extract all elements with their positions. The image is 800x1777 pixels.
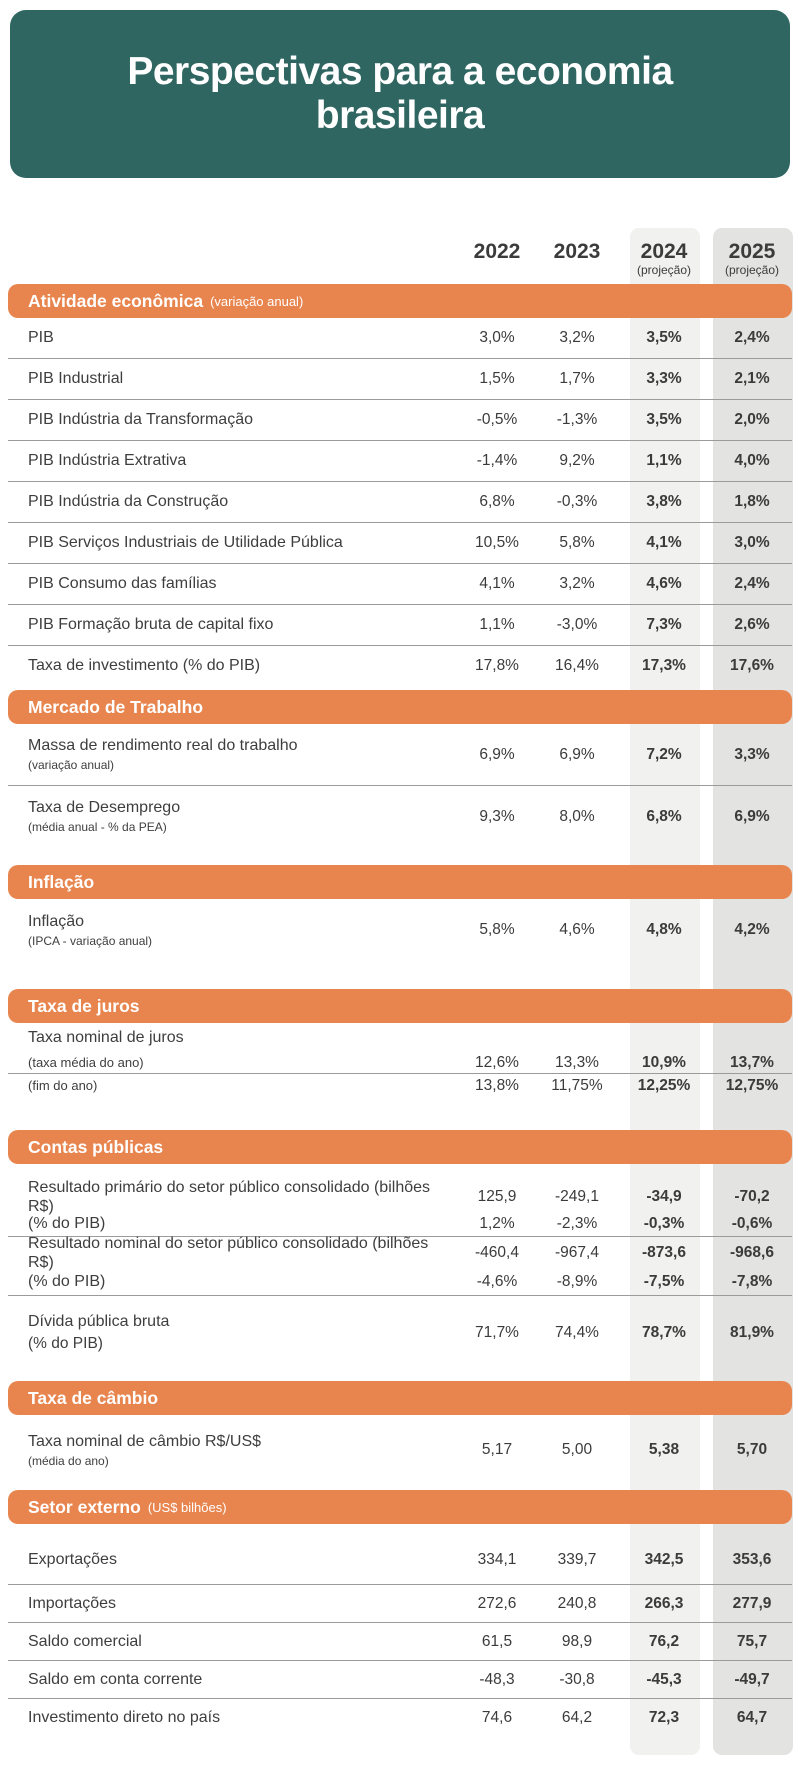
value-2023: 8,0% [559, 807, 595, 825]
value-2022: 1,2% [479, 1215, 515, 1232]
value-2022: 12,6% [475, 1054, 519, 1071]
value-2022: 13,8% [475, 1077, 519, 1094]
value-2024: 10,9% [642, 1054, 686, 1071]
table-row [8, 1074, 792, 1098]
value-2025: -49,7 [734, 1670, 770, 1688]
value-2024: 76,2 [648, 1632, 680, 1650]
row-label: PIB Consumo das famílias [28, 575, 217, 593]
section-title: Contas públicas [28, 1136, 164, 1157]
value-2022: 3,0% [479, 329, 515, 346]
value-2024: 72,3 [648, 1708, 680, 1726]
value-2024: 7,2% [646, 745, 682, 763]
row-label: Resultado nominal do setor público consolidado (bilhões R$) [28, 1234, 429, 1271]
value-2023: -30,8 [559, 1670, 595, 1688]
value-2022: 125,9 [477, 1188, 517, 1205]
value-2025: 64,7 [736, 1708, 768, 1726]
row-group-label: Taxa nominal de juros [28, 1029, 184, 1047]
value-2022: 17,8% [475, 657, 519, 674]
section-bar-contas-publicas [8, 1130, 792, 1164]
table-row [8, 318, 792, 358]
value-2023: 13,3% [555, 1054, 599, 1071]
row-label: Taxa nominal de câmbio R$/US$ (média do ano) [8, 1432, 457, 1469]
row-sublabel: (variação anual) [28, 758, 115, 773]
value-2022: 10,5% [475, 534, 519, 551]
value-2025: 4,0% [734, 452, 770, 469]
value-2023: 11,75% [551, 1077, 603, 1094]
table-row [8, 359, 792, 399]
value-2022: 9,3% [479, 807, 515, 825]
value-2024: -7,5% [643, 1273, 685, 1290]
value-2023: 74,4% [555, 1324, 599, 1341]
row-sublabel: (média anual - % da PEA) [28, 820, 167, 835]
value-2022: 4,1% [479, 575, 515, 592]
value-2025: 2,4% [734, 575, 770, 592]
table-row [8, 1023, 792, 1053]
value-2024: -34,9 [646, 1188, 682, 1205]
value-2023: 9,2% [559, 452, 595, 469]
value-2023: 3,2% [559, 575, 595, 592]
value-2025: 1,8% [734, 493, 770, 510]
value-2024: 7,3% [646, 616, 682, 633]
page-title: Perspectivas para a economia brasileira [127, 50, 673, 137]
row-label: Inflação (IPCA - variação anual) [8, 912, 457, 949]
table-row [8, 441, 792, 481]
row-label: PIB [28, 329, 54, 347]
value-2025: 3,3% [734, 745, 770, 763]
section-title: Inflação [28, 871, 95, 892]
section-title: Taxa de juros [28, 995, 140, 1016]
value-2023: -1,3% [556, 411, 598, 428]
value-2023: 339,7 [557, 1551, 597, 1568]
table-row [8, 1661, 792, 1698]
row-label: PIB Indústria da Transformação [28, 411, 253, 429]
row-label: (taxa média do ano) [28, 1055, 144, 1071]
table-row [8, 1296, 792, 1370]
value-2022: 272,6 [477, 1594, 517, 1612]
table-row [8, 1178, 792, 1215]
value-2024: 3,8% [646, 493, 682, 510]
value-2025: 2,4% [734, 329, 770, 346]
section-title: Setor externo [28, 1496, 141, 1517]
row-label: Saldo comercial [28, 1632, 142, 1650]
row-label: Dívida pública bruta (% do PIB) [8, 1312, 457, 1354]
value-2023: 6,9% [559, 745, 595, 763]
section-bar-taxa-de-juros [8, 989, 792, 1023]
value-2023: 5,8% [559, 534, 595, 551]
economic-outlook-table [8, 178, 792, 1767]
value-2023: 98,9 [561, 1632, 593, 1650]
row-sublabel: (% do PIB) [28, 1335, 103, 1353]
value-2024: 4,8% [646, 921, 682, 938]
table-row [8, 1234, 792, 1271]
value-2022: 71,7% [475, 1324, 519, 1341]
value-2025: 3,0% [734, 534, 770, 551]
section-bar-setor-externo [8, 1490, 792, 1524]
row-label: Saldo em conta corrente [28, 1670, 203, 1688]
column-header-2025: 2025 (projeção) [724, 239, 780, 277]
value-2024: 3,5% [646, 411, 682, 428]
value-2025: 6,9% [734, 807, 770, 825]
value-2025: 2,1% [734, 370, 770, 387]
table-row [8, 1415, 792, 1485]
value-2024: -45,3 [646, 1670, 682, 1688]
value-2023: 4,6% [559, 921, 595, 938]
value-2024: 78,7% [642, 1324, 686, 1341]
row-sublabel: (média do ano) [28, 1453, 109, 1468]
column-header-2024: 2024 (projeção) [636, 239, 692, 277]
value-2023: -3,0% [556, 616, 598, 633]
value-2022: 74,6 [481, 1708, 513, 1726]
column-header-2023: 2023 [553, 239, 601, 263]
table-row [8, 724, 792, 785]
value-2022: 334,1 [477, 1551, 517, 1568]
table-row [8, 400, 792, 440]
table-row [8, 646, 792, 686]
row-label: Investimento direto no país [28, 1708, 221, 1726]
value-2022: 1,5% [479, 370, 515, 387]
value-2025: 353,6 [732, 1551, 772, 1568]
section-bar-taxa-de-cambio [8, 1381, 792, 1415]
table-row [8, 1699, 792, 1736]
table-row [8, 899, 792, 961]
value-2022: -460,4 [475, 1244, 519, 1261]
row-label: PIB Formação bruta de capital fixo [28, 616, 274, 634]
table-row [8, 786, 792, 847]
section-title: Atividade econômica [28, 290, 204, 311]
value-2023: 5,00 [561, 1441, 593, 1458]
value-2024: 4,1% [646, 534, 682, 551]
table-content [8, 178, 792, 1736]
section-note: (US$ bilhões) [147, 1499, 227, 1515]
value-2024: 266,3 [644, 1594, 684, 1612]
value-2025: 5,70 [736, 1441, 768, 1458]
row-label: (% do PIB) [28, 1273, 106, 1291]
value-2024: 1,1% [646, 452, 682, 469]
table-row [8, 1585, 792, 1622]
value-2022: -1,4% [476, 452, 518, 469]
value-2024: 342,5 [644, 1551, 684, 1568]
value-2024: 3,3% [646, 370, 682, 387]
value-2023: -967,4 [555, 1244, 599, 1261]
value-2025: 4,2% [734, 921, 770, 938]
value-2023: 64,2 [561, 1708, 593, 1726]
table-row [8, 605, 792, 645]
value-2025: 17,6% [730, 657, 774, 674]
value-2023: 3,2% [559, 329, 595, 346]
table-row [8, 564, 792, 604]
value-2023: 240,8 [557, 1594, 597, 1612]
value-2023: -0,3% [556, 493, 598, 510]
row-label: PIB Industrial [28, 370, 124, 388]
section-bar-mercado-de-trabalho [8, 690, 792, 724]
value-2022: 5,8% [479, 921, 515, 938]
section-title: Taxa de câmbio [28, 1387, 159, 1408]
value-2024: 3,5% [646, 329, 682, 346]
value-2022: -0,5% [476, 411, 518, 428]
row-label: Massa de rendimento real do trabalho (variação anual) [8, 736, 457, 773]
row-label: Importações [28, 1594, 117, 1612]
value-2022: -48,3 [479, 1670, 515, 1688]
value-2023: -2,3% [556, 1215, 598, 1232]
value-2025: 277,9 [732, 1594, 772, 1612]
value-2022: 1,1% [479, 616, 515, 633]
table-row [8, 1212, 792, 1236]
value-2022: 5,17 [481, 1441, 513, 1458]
value-2025: 2,6% [734, 616, 770, 633]
value-2025: 13,7% [730, 1054, 774, 1071]
column-headers [8, 178, 792, 280]
row-label: PIB Indústria Extrativa [28, 452, 187, 470]
value-2024: 12,25% [637, 1077, 691, 1094]
value-2025: -7,8% [731, 1273, 773, 1290]
value-2024: 6,8% [646, 807, 682, 825]
value-2025: 2,0% [734, 411, 770, 428]
column-header-2022: 2022 [473, 239, 521, 263]
value-2023: -8,9% [556, 1273, 598, 1290]
section-bar-atividade-economica [8, 284, 792, 318]
value-2024: -0,3% [643, 1215, 685, 1232]
section-title: Mercado de Trabalho [28, 696, 204, 717]
value-2025: 75,7 [736, 1632, 768, 1650]
row-label: PIB Indústria da Construção [28, 493, 229, 511]
row-label: Taxa de investimento (% do PIB) [28, 657, 261, 675]
value-2025: 12,75% [725, 1077, 779, 1094]
value-2022: 6,9% [479, 745, 515, 763]
table-row [8, 1053, 792, 1073]
value-2024: 5,38 [648, 1441, 680, 1458]
table-row [8, 1269, 792, 1295]
value-2023: -249,1 [555, 1188, 599, 1205]
section-bar-inflacao [8, 865, 792, 899]
table-row [8, 482, 792, 522]
table-row [8, 523, 792, 563]
value-2024: -873,6 [642, 1244, 686, 1261]
row-sublabel: (IPCA - variação anual) [28, 933, 153, 948]
row-label: PIB Serviços Industriais de Utilidade Pública [28, 534, 343, 552]
row-label: (% do PIB) [28, 1215, 106, 1233]
hero-header [10, 10, 790, 178]
row-label: (fim do ano) [28, 1078, 98, 1094]
value-2022: 6,8% [479, 493, 515, 510]
value-2025: -968,6 [730, 1244, 774, 1261]
value-2024: 4,6% [646, 575, 682, 592]
row-label: Resultado primário do setor público consolidado (bilhões R$) [28, 1178, 431, 1215]
value-2025: 81,9% [730, 1324, 774, 1341]
value-2023: 1,7% [559, 370, 595, 387]
value-2025: -70,2 [734, 1188, 770, 1205]
value-2025: -0,6% [731, 1215, 773, 1232]
section-note: (variação anual) [210, 293, 304, 309]
row-label: Exportações [28, 1551, 117, 1569]
table-row [8, 1536, 792, 1584]
value-2022: -4,6% [476, 1273, 518, 1290]
value-2023: 16,4% [555, 657, 599, 674]
table-row [8, 1623, 792, 1660]
row-label: Taxa de Desemprego (média anual - % da PEA) [8, 798, 457, 835]
value-2024: 17,3% [642, 657, 686, 674]
value-2022: 61,5 [481, 1632, 513, 1650]
